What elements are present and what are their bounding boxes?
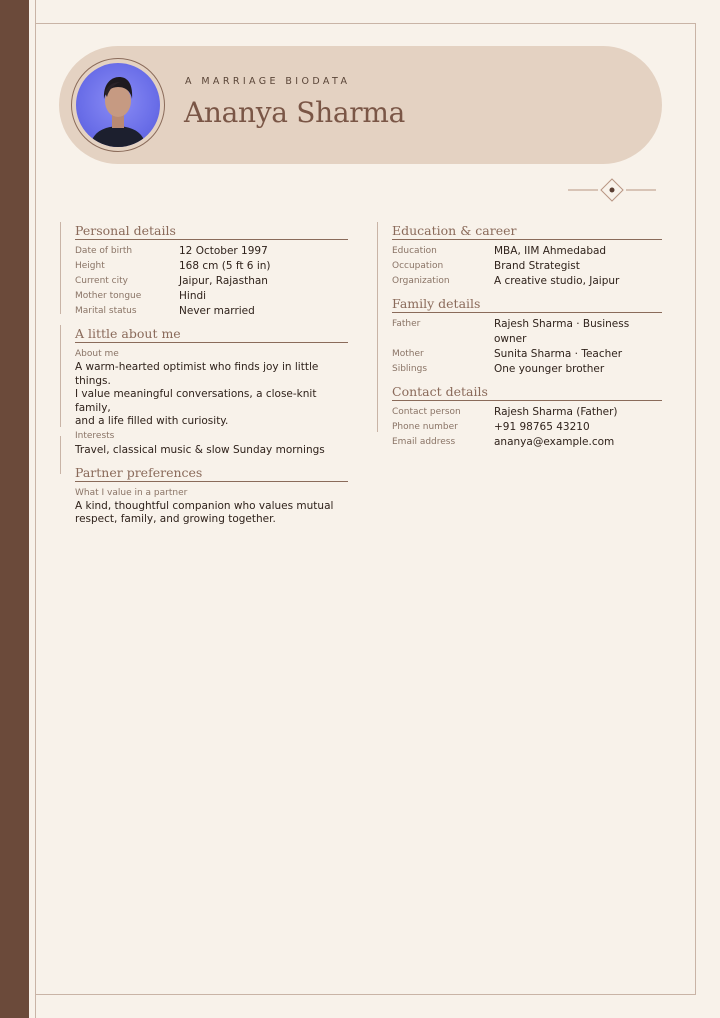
detail-row bbox=[392, 420, 662, 435]
partner-preferences-section bbox=[60, 464, 348, 527]
detail-value: One younger brother bbox=[494, 363, 605, 375]
partner-text-line: A kind, thoughtful companion who values mutual bbox=[75, 499, 334, 512]
family-details-section bbox=[377, 295, 662, 377]
detail-value: Rajesh Sharma · Business owner bbox=[494, 318, 630, 345]
detail-label: Email address bbox=[392, 437, 456, 447]
detail-label: Contact person bbox=[392, 407, 461, 417]
detail-label: Marital status bbox=[75, 306, 137, 316]
detail-row bbox=[392, 259, 662, 274]
section-title: Partner preferences bbox=[75, 464, 203, 480]
personal-details-section bbox=[60, 222, 348, 319]
detail-label: Date of birth bbox=[75, 246, 133, 256]
portrait-icon bbox=[76, 63, 160, 147]
about-label: About me bbox=[75, 349, 119, 359]
detail-label: Education bbox=[392, 246, 437, 256]
detail-row bbox=[75, 244, 348, 259]
section-title: Family details bbox=[392, 296, 481, 311]
section-rule bbox=[392, 312, 662, 313]
detail-row bbox=[392, 435, 662, 450]
detail-label: Siblings bbox=[392, 364, 428, 374]
detail-value: Sunita Sharma · Teacher bbox=[494, 348, 623, 360]
about-text-line: I value meaningful conversations, a close-knit family, bbox=[75, 388, 317, 414]
detail-value: Never married bbox=[179, 305, 255, 317]
section-rule bbox=[75, 239, 348, 240]
left-decorative-band bbox=[0, 0, 29, 1018]
about-text-line: A warm-hearted optimist who finds joy in little things. bbox=[75, 361, 319, 387]
document-eyebrow: A MARRIAGE BIODATA bbox=[185, 76, 351, 87]
section-title: Contact details bbox=[392, 384, 488, 399]
detail-row bbox=[75, 289, 348, 304]
diamond-ornament-icon bbox=[566, 177, 658, 203]
detail-value: Jaipur, Rajasthan bbox=[179, 275, 268, 287]
detail-label: Mother tongue bbox=[75, 291, 142, 301]
detail-row bbox=[392, 274, 662, 289]
section-rule bbox=[75, 481, 348, 482]
partner-text-line: respect, family, and growing together. bbox=[75, 513, 276, 525]
detail-value: Brand Strategist bbox=[494, 260, 580, 272]
detail-label: Father bbox=[392, 319, 421, 329]
detail-row bbox=[392, 317, 662, 347]
detail-label: Occupation bbox=[392, 261, 444, 271]
section-rule bbox=[75, 342, 348, 343]
partner-label: What I value in a partner bbox=[75, 487, 188, 498]
detail-value: Rajesh Sharma (Father) bbox=[494, 406, 618, 418]
left-column bbox=[60, 222, 348, 527]
section-title: Education & career bbox=[392, 223, 517, 238]
section-rule bbox=[392, 239, 662, 240]
detail-row bbox=[392, 362, 662, 377]
candidate-name: Ananya Sharma bbox=[184, 96, 406, 129]
detail-label: Height bbox=[75, 261, 105, 271]
detail-value: Hindi bbox=[179, 290, 207, 302]
detail-label: Organization bbox=[392, 276, 450, 286]
section-title: Personal details bbox=[75, 223, 176, 238]
detail-label: Phone number bbox=[392, 422, 458, 432]
detail-row bbox=[392, 347, 662, 362]
detail-row bbox=[392, 405, 662, 420]
detail-value: MBA, IIM Ahmedabad bbox=[494, 245, 607, 257]
about-text-line: and a life filled with curiosity. bbox=[75, 415, 229, 427]
right-column bbox=[377, 222, 662, 450]
detail-value: +91 98765 43210 bbox=[494, 421, 590, 433]
detail-row bbox=[392, 244, 662, 259]
section-title: A little about me bbox=[75, 326, 181, 341]
contact-details-section bbox=[377, 383, 662, 450]
detail-row bbox=[75, 259, 348, 274]
portrait-photo bbox=[76, 63, 160, 147]
email-value: ananya@example.com bbox=[494, 436, 615, 448]
interests-label: Interests bbox=[75, 430, 115, 441]
detail-row bbox=[75, 274, 348, 289]
detail-label: Mother bbox=[392, 349, 424, 359]
detail-value: 12 October 1997 bbox=[179, 245, 268, 257]
detail-row bbox=[75, 304, 348, 319]
detail-label: Current city bbox=[75, 276, 128, 286]
detail-value: 168 cm (5 ft 6 in) bbox=[179, 260, 271, 272]
section-rule bbox=[392, 400, 662, 401]
education-career-section bbox=[377, 222, 662, 289]
about-section bbox=[60, 325, 348, 458]
interests-text: Travel, classical music & slow Sunday mornings bbox=[75, 443, 325, 456]
detail-value: A creative studio, Jaipur bbox=[494, 275, 620, 287]
